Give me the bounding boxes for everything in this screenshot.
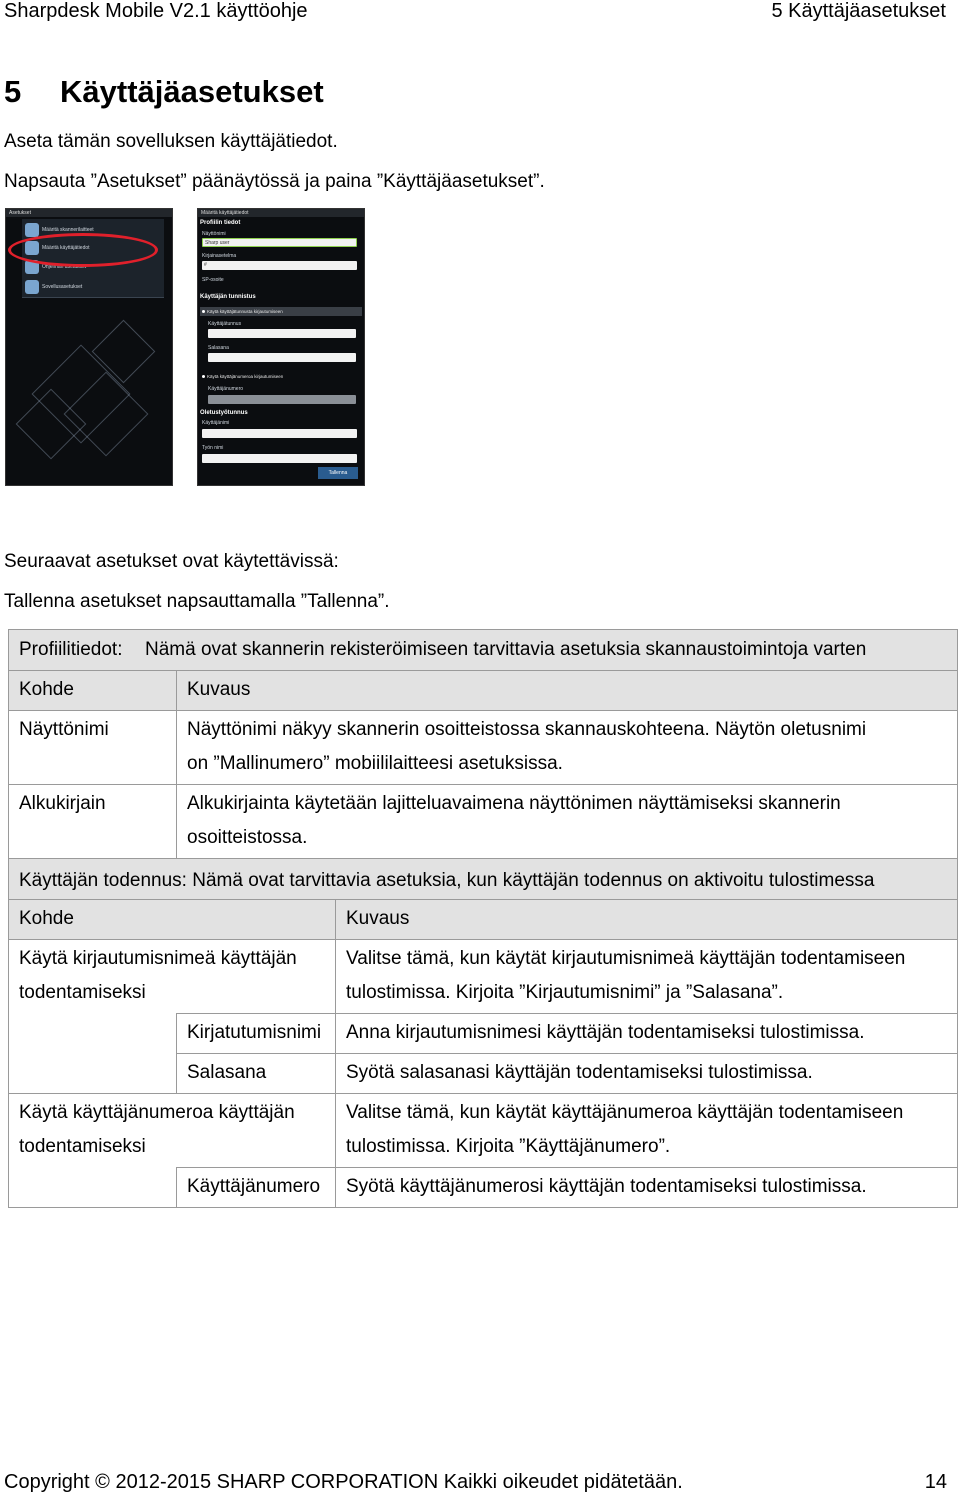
screenshot-title-bar: Asetukset <box>6 209 172 217</box>
job-name-label: Työn nimi <box>202 445 224 451</box>
auth-section: Käyttäjän todennus: Nämä ovat tarvittavia asetuksia, kun käyttäjän todennus on aktivoitu tulostimessa <box>19 870 875 891</box>
after-line-1: Seuraavat asetukset ovat käytettävissä: <box>4 551 339 572</box>
display-name-label: Näyttönimi <box>202 231 226 237</box>
row-desc: Syötä käyttäjänumerosi käyttäjän todentamiseksi tulostimissa. <box>346 1176 867 1197</box>
row-item: Käytä käyttäjänumeroa käyttäjän <box>19 1102 295 1123</box>
number-input <box>208 395 356 404</box>
menu-item-user-settings: Määritä käyttäjätiedot <box>22 237 164 259</box>
row-desc: Valitse tämä, kun käytät käyttäjänumeroa käyttäjän todentamiseen <box>346 1102 904 1123</box>
profile-col-item: Kohde <box>19 679 74 700</box>
initial-label: Kirjainasetelma <box>202 253 237 259</box>
page-number: 14 <box>924 1471 947 1493</box>
row-desc: osoitteistossa. <box>187 827 308 848</box>
row-item: Käyttäjänumero <box>187 1176 321 1197</box>
password-label: Salasana <box>208 345 229 351</box>
section-title: Käyttäjäasetukset <box>60 74 324 109</box>
profile-section-desc: Nämä ovat skannerin rekisteröimiseen tarvittavia asetuksia skannaustoimintoja varten <box>145 639 867 660</box>
running-header-left: Sharpdesk Mobile V2.1 käyttöohje <box>4 0 308 22</box>
initial-input: # <box>202 261 357 270</box>
profile-section-label: Profiilitiedot: <box>19 639 123 660</box>
profile-header-row <box>8 670 958 711</box>
menu-item-program-settings: Ohjelman asetukset <box>22 256 164 278</box>
apps-icon <box>25 280 39 294</box>
auth-section-row <box>8 858 958 900</box>
row-desc: tulostimissa. Kirjoita ”Kirjautumisnimi” ja ”Salasana”. <box>346 982 784 1003</box>
menu-item-scanners: Määritä skannerilaitteet <box>22 219 164 241</box>
row-item: todentamiseksi <box>19 982 146 1003</box>
screenshot-title-bar: Määritä käyttäjätiedot <box>198 209 364 217</box>
page-title <box>4 74 324 110</box>
email-label: SP-osoite <box>202 277 224 283</box>
row-desc: Syötä salasanasi käyttäjän todentamiseksi tulostimissa. <box>346 1062 813 1083</box>
auth-heading: Käyttäjän tunnistus <box>200 294 256 300</box>
table-row <box>8 1167 958 1208</box>
user-name-input <box>202 429 357 438</box>
highlight-circle <box>8 233 158 267</box>
table-row <box>8 939 958 1014</box>
intro-line-2: Napsauta ”Asetukset” päänäytössä ja paina ”Käyttäjäasetukset”. <box>4 171 545 192</box>
auth-col-item: Kohde <box>19 908 74 929</box>
number-label: Käyttäjänumero <box>208 386 244 392</box>
section-number: 5 <box>4 74 22 109</box>
menu-item-app-settings: Sovellusasetukset <box>22 276 164 298</box>
row-item: Salasana <box>187 1062 267 1083</box>
profile-col-desc: Kuvaus <box>187 679 251 700</box>
row-item: Kirjatutumisnimi <box>187 1022 322 1043</box>
row-desc: on ”Mallinumero” mobiililaitteesi asetuksissa. <box>187 753 563 774</box>
row-item: Käytä kirjautumisnimeä käyttäjän <box>19 948 297 969</box>
number-radio: Käytä käyttäjänumeroa kirjautumiseen <box>200 372 362 381</box>
row-desc: Valitse tämä, kun käytät kirjautumisnimeä käyttäjän todentamiseen <box>346 948 906 969</box>
footer-copyright: Copyright © 2012-2015 SHARP CORPORATION Kaikki oikeudet pidätetään. <box>4 1471 683 1493</box>
auth-col-desc: Kuvaus <box>346 908 410 929</box>
table-row <box>8 1013 958 1054</box>
login-input <box>208 329 356 338</box>
user-settings-screenshot <box>197 208 365 486</box>
job-name-input <box>202 454 357 463</box>
row-desc: Alkukirjainta käytetään lajitteluavaimena näyttönimen näyttämiseksi skannerin <box>187 793 841 814</box>
row-item: Alkukirjain <box>19 793 106 814</box>
row-desc: Anna kirjautumisnimesi käyttäjän todentamiseksi tulostimissa. <box>346 1022 865 1043</box>
table-row <box>8 1093 958 1168</box>
profile-heading: Profiilin tiedot <box>200 220 241 226</box>
profile-table <box>8 629 958 859</box>
row-item: Näyttönimi <box>19 719 109 740</box>
intro-line-1: Aseta tämän sovelluksen käyttäjätiedot. <box>4 131 338 152</box>
running-header-right: 5 Käyttäjäasetukset <box>771 0 946 22</box>
auth-header-row <box>8 899 958 940</box>
default-heading: Oletustyötunnus <box>200 410 248 416</box>
save-button: Tallenna <box>318 467 358 479</box>
user-name-label: Käyttäjänimi <box>202 420 230 426</box>
table-row <box>8 710 958 785</box>
auth-table <box>8 858 958 1208</box>
table-row <box>8 1053 958 1094</box>
scanner-icon <box>25 223 39 237</box>
row-item: todentamiseksi <box>19 1136 146 1157</box>
table-row <box>8 784 958 859</box>
password-input <box>208 353 356 362</box>
profile-section-row <box>8 629 958 671</box>
row-desc: Näyttönimi näkyy skannerin osoitteistossa skannauskohteena. Näytön oletusnimi <box>187 719 867 740</box>
login-label: Käyttäjätunnus <box>208 321 242 327</box>
login-radio: Käytä käyttäjätunnusta kirjautumiseen <box>200 307 362 316</box>
display-name-input: Sharp user <box>202 238 357 247</box>
after-line-2: Tallenna asetukset napsauttamalla ”Tallenna”. <box>4 591 390 612</box>
row-desc: tulostimissa. Kirjoita ”Käyttäjänumero”. <box>346 1136 671 1157</box>
